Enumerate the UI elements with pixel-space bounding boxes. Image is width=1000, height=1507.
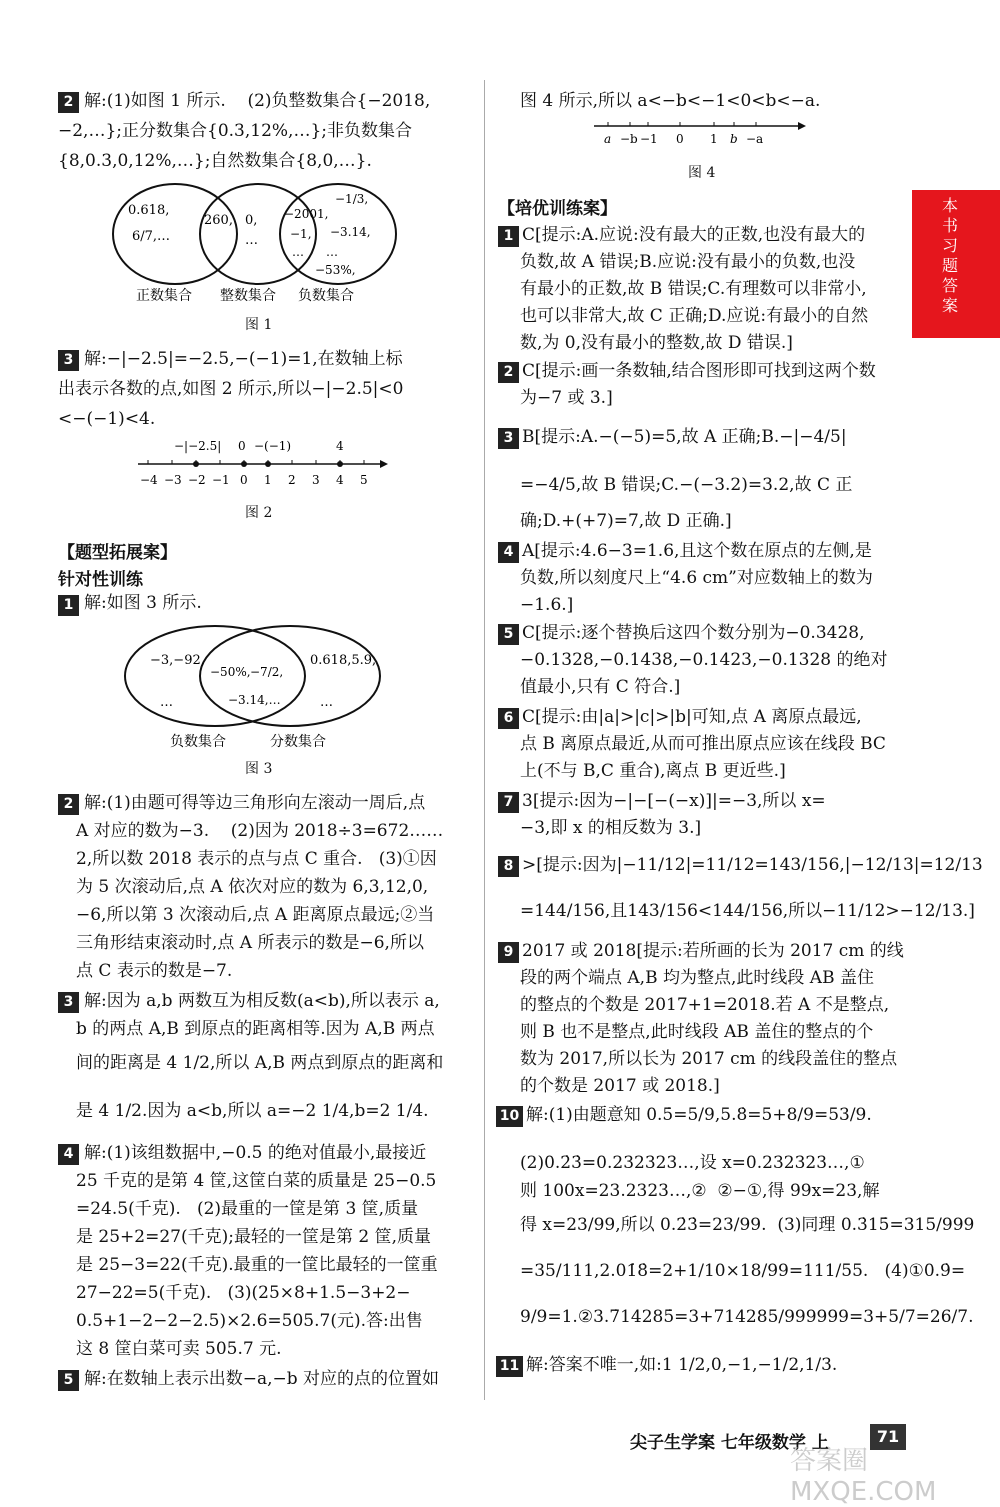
answer-text: 是 4 1/2.因为 a<b,所以 a=−2 1/4,b=2 1/4. <box>76 1101 429 1121</box>
answer-text: 27−22=5(千克). (3)(25×8+1.5−3+2− <box>76 1283 411 1303</box>
answer-text: 点 B 离原点最近,从而可推出原点应该在线段 BC <box>520 734 886 754</box>
answer-text: 有最小的正数,故 B 错误;C.有理数可以非常小, <box>520 279 867 299</box>
answer-text: 25 千克的是第 4 筐,这筐白菜的质量是 25−0.5 <box>76 1171 437 1191</box>
answer-text: −0.1328,−0.1438,−0.1423,−0.1328 的绝对 <box>520 650 888 670</box>
figure-caption: 图 1 <box>245 317 273 333</box>
section-heading: 【题型拓展案】 <box>58 543 177 563</box>
venn-label: −3.14, <box>330 225 371 239</box>
answer-text: 为−7 或 3.] <box>520 388 613 408</box>
answer-text: −2,…};正分数集合{0.3,12%,…};非负数集合 <box>58 121 412 141</box>
venn-label: −3.14,… <box>228 693 281 707</box>
point-label: 4 <box>336 439 344 453</box>
answer-text: C[提示:逐个替换后这四个数分别为−0.3428, <box>522 623 865 643</box>
answer-text: (2)0.2̇3̇=0.232323…,设 x=0.232323…,① <box>520 1153 865 1173</box>
answer-text: 出表示各数的点,如图 2 所示,所以−|−2.5|<0 <box>58 379 404 399</box>
answer-text: B[提示:A.−(−5)=5,故 A 正确;B.−|−4/5| <box>522 427 847 447</box>
answer-text: C[提示:A.应说:没有最大的正数,也没有最大的 <box>522 225 866 245</box>
answer-text: 负数,所以刻度尺上“4.6 cm”对应数轴上的数为 <box>520 568 873 588</box>
venn-label: … <box>326 245 338 259</box>
venn-label: 260, <box>204 213 233 228</box>
number-line-4 <box>590 116 810 156</box>
venn-label: −1, <box>290 227 312 241</box>
question-number: 4 <box>498 542 519 563</box>
venn-label: 0.618,5.9, <box>310 653 377 668</box>
point-label: 0 <box>238 439 246 453</box>
answer-text: 解:(1)由题可得等边三角形向左滚动一周后,点 <box>84 793 426 813</box>
answer-text: 是 25+2=27(千克);最轻的一筐是第 2 筐,质量 <box>76 1227 431 1247</box>
point-label: b <box>730 132 738 146</box>
answer-text: =−4/5,故 B 错误;C.−(−3.2)=3.2,故 C 正 <box>520 475 853 495</box>
venn-label: … <box>320 695 333 710</box>
answer-text: 解:(1)由题意知 0.5̇=5/9,5.8̇=5+8/9=53/9. <box>526 1105 872 1125</box>
subsection-heading: 针对性训练 <box>58 570 143 590</box>
question-number: 2 <box>58 794 79 815</box>
answer-text: 段的两个端点 A,B 均为整点,此时线段 AB 盖住 <box>520 968 874 988</box>
page-number: 71 <box>870 1424 906 1450</box>
answer-text: 3[提示:因为−|−[−(−x)]|=−3,所以 x= <box>522 791 826 811</box>
answer-text: 则 100x=23.2323…,② ②−①,得 99x=23,解 <box>520 1181 880 1201</box>
venn-label: −53%, <box>315 263 356 277</box>
answer-text: >[提示:因为|−11/12|=11/12=143/156,|−12/13|=12/13 <box>522 855 983 875</box>
question-number: 5 <box>498 624 519 645</box>
answer-text: A[提示:4.6−3=1.6,且这个数在原点的左侧,是 <box>522 541 872 561</box>
answer-text: 值最小,只有 C 符合.] <box>520 677 681 697</box>
answer-text: A 对应的数为−3. (2)因为 2018÷3=672…… <box>76 821 444 841</box>
answer-text: 间的距离是 4 1/2,所以 A,B 两点到原点的距离和 <box>76 1053 444 1073</box>
svg-text:−2: −2 <box>188 473 206 487</box>
question-number: 3 <box>58 350 79 371</box>
figure-caption: 图 4 <box>688 165 716 181</box>
point-label: −|−2.5| <box>174 439 222 453</box>
venn-label: 0, <box>245 213 258 228</box>
venn-label: … <box>292 245 304 259</box>
answer-text: 图 4 所示,所以 a<−b<−1<0<b<−a. <box>520 91 821 111</box>
answer-text: C[提示:由|a|>|c|>|b|可知,点 A 离原点最远, <box>522 707 862 727</box>
answer-text: −6,所以第 3 次滚动后,点 A 距离原点最远;②当 <box>76 905 435 925</box>
question-number: 8 <box>498 856 519 877</box>
answer-text: C[提示:画一条数轴,结合图形即可找到这两个数 <box>522 361 876 381</box>
answer-text: 负数,故 A 错误;B.应说:没有最小的负数,也没 <box>520 252 856 272</box>
answer-text: 这 8 筐白菜可卖 505.7 元. <box>76 1339 282 1359</box>
column-divider <box>484 80 485 1400</box>
answer-text: 数,为 0,没有最小的整数,故 D 错误.] <box>520 333 793 353</box>
question-number: 1 <box>58 595 79 616</box>
answer-text: 为 5 次滚动后,点 A 依次对应的数为 6,3,12,0, <box>76 877 429 897</box>
point-label: −1 <box>640 132 658 146</box>
question-number: 9 <box>498 942 519 963</box>
answer-text: 0.5+1−2−2−2.5)×2.6=505.7(元).答:出售 <box>76 1311 423 1331</box>
answer-text: 解:因为 a,b 两数互为相反数(a<b),所以表示 a, <box>84 991 440 1011</box>
answer-text: −1.6.] <box>520 595 574 615</box>
question-number: 2 <box>58 92 79 113</box>
svg-text:−4: −4 <box>140 473 158 487</box>
answer-text: =35/111,2.01̇8̇=2+1/10×18/99=111/55. (4)①0.9̇= <box>520 1261 966 1281</box>
figure-caption: 图 3 <box>245 761 273 777</box>
venn-label: 6/7,… <box>132 229 171 244</box>
answer-text: 点 C 表示的数是−7. <box>76 961 233 981</box>
answer-text: =144/156,且143/156<144/156,所以−11/12>−12/13.] <box>520 901 975 921</box>
answer-text: 确;D.+(+7)=7,故 D 正确.] <box>520 511 732 531</box>
svg-text:3: 3 <box>312 473 320 487</box>
set-label: 正数集合 <box>136 288 192 304</box>
answer-text: 也可以非常大,故 C 正确;D.应说:有最小的自然 <box>520 306 869 326</box>
question-number: 10 <box>496 1106 523 1127</box>
set-label: 分数集合 <box>270 734 326 750</box>
svg-text:−3: −3 <box>164 473 182 487</box>
number-line-2 <box>130 434 390 494</box>
set-label: 负数集合 <box>170 734 226 750</box>
question-number: 7 <box>498 792 519 813</box>
answer-text: 解:−|−2.5|=−2.5,−(−1)=1,在数轴上标 <box>84 349 403 369</box>
watermark: 答案圈 MXQE.COM <box>790 1446 937 1507</box>
answer-text: 解:在数轴上表示出数−a,−b 对应的点的位置如 <box>84 1369 440 1389</box>
venn-label: … <box>160 695 173 710</box>
answer-text: −3,即 x 的相反数为 3.] <box>520 818 702 838</box>
answer-text: 解:(1)该组数据中,−0.5 的绝对值最小,最接近 <box>84 1143 427 1163</box>
question-number: 3 <box>58 992 79 1013</box>
answer-text: 的整点的个数是 2017+1=2018.若 A 不是整点, <box>520 995 890 1015</box>
side-tab <box>912 190 1000 338</box>
venn-label: … <box>245 233 258 248</box>
svg-text:2: 2 <box>288 473 296 487</box>
question-number: 3 <box>498 428 519 449</box>
venn-diagram-1 <box>110 178 400 306</box>
venn-label: −1/3, <box>335 192 369 206</box>
answer-text: 2,所以数 2018 表示的点与点 C 重合. (3)①因 <box>76 849 437 869</box>
answer-text: 的个数是 2017 或 2018.] <box>520 1076 720 1096</box>
svg-text:4: 4 <box>336 473 344 487</box>
set-label: 负数集合 <box>298 288 354 304</box>
answer-text: 解:(1)如图 1 所示. (2)负整数集合{−2018, <box>84 91 431 111</box>
svg-text:0: 0 <box>240 473 248 487</box>
question-number: 4 <box>58 1144 79 1165</box>
answer-text: 则 B 也不是整点,此时线段 AB 盖住的整点的个 <box>520 1022 874 1042</box>
venn-label: 0.618, <box>128 203 170 218</box>
point-label: a <box>604 132 612 146</box>
question-number: 11 <box>496 1356 523 1377</box>
question-number: 6 <box>498 708 519 729</box>
point-label: 1 <box>710 132 718 146</box>
answer-text: <−(−1)<4. <box>58 409 156 429</box>
answer-text: 是 25−3=22(千克).最重的一筐比最轻的一筐重 <box>76 1255 438 1275</box>
question-number: 1 <box>498 226 519 247</box>
set-label: 整数集合 <box>220 288 276 304</box>
answer-text: 上(不与 B,C 重合),离点 B 更近些.] <box>520 761 786 781</box>
answer-text: =24.5(千克). (2)最重的一筐是第 3 筐,质量 <box>76 1199 419 1219</box>
svg-text:5: 5 <box>360 473 368 487</box>
venn-label: −50%, <box>210 665 251 679</box>
point-label: 0 <box>676 132 684 146</box>
point-label: −a <box>746 132 764 146</box>
answer-text: 三角形结束滚动时,点 A 所表示的数是−6,所以 <box>76 933 424 953</box>
venn-label: −7/2, <box>250 665 284 679</box>
side-tab-label: 本书习题答案 <box>942 196 959 315</box>
answer-text: 解:如图 3 所示. <box>84 593 202 613</box>
question-number: 5 <box>58 1370 79 1391</box>
answer-text: b 的两点 A,B 到原点的距离相等.因为 A,B 两点 <box>76 1019 435 1039</box>
answer-text: 2017 或 2018[提示:若所画的长为 2017 cm 的线 <box>522 941 904 961</box>
question-number: 2 <box>498 362 519 383</box>
svg-text:−1: −1 <box>212 473 230 487</box>
answer-text: {8,0.3,0,12%,…};自然数集合{8,0,…}. <box>58 151 372 171</box>
section-heading: 【培优训练案】 <box>498 199 617 219</box>
answer-text: 数为 2017,所以长为 2017 cm 的线段盖住的整点 <box>520 1049 898 1069</box>
figure-caption: 图 2 <box>245 505 273 521</box>
footer-title: 尖子生学案 七年级数学 上 <box>630 1433 829 1453</box>
answer-text: 得 x=23/99,所以 0.2̇3̇=23/99. (3)同理 0.3̇15̇=315/999 <box>520 1215 975 1235</box>
venn-label: −2001, <box>284 207 329 221</box>
answer-text: 9/9=1.②3.7̇14285̇=3+714285/999999=3+5/7=26/7. <box>520 1307 974 1327</box>
answer-text: 解:答案不唯一,如:1 1/2,0,−1,−1/2,1/3. <box>526 1355 838 1375</box>
point-label: −b <box>620 132 638 146</box>
svg-text:1: 1 <box>264 473 272 487</box>
venn-diagram-3 <box>120 624 420 752</box>
point-label: −(−1) <box>254 439 292 453</box>
venn-label: −3,−92, <box>150 653 205 668</box>
